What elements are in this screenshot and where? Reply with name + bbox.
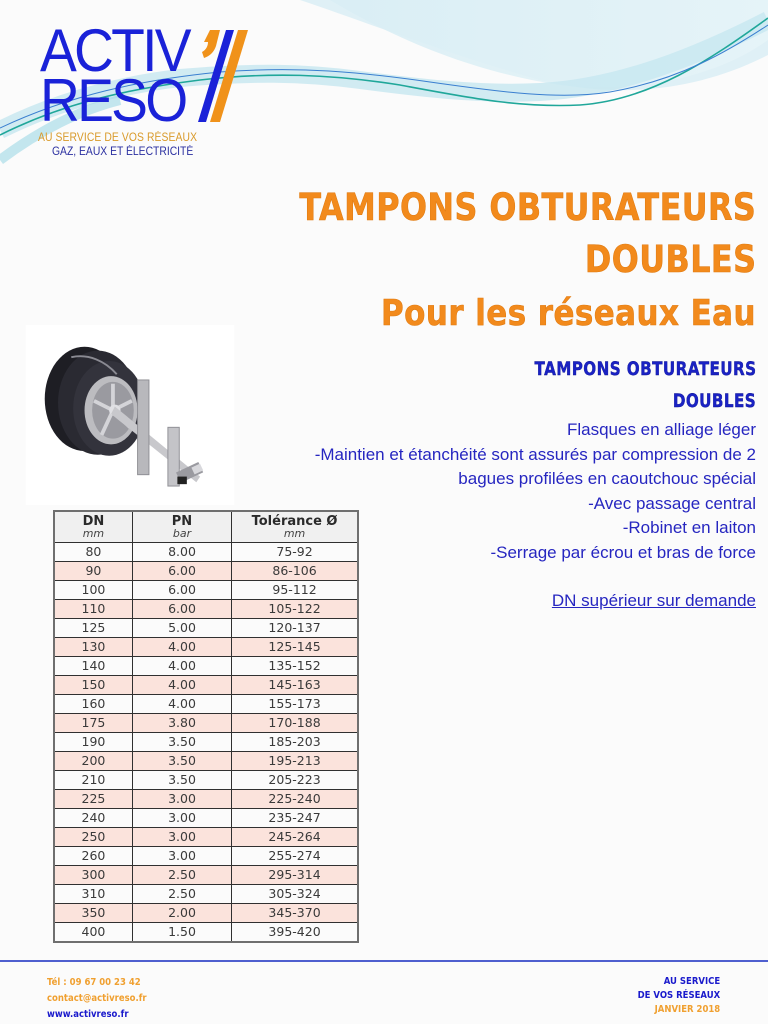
cell-pn: 8.00	[132, 543, 231, 562]
cell-dn: 210	[54, 771, 132, 790]
cell-dn: 100	[54, 581, 132, 600]
feature-line: -Robinet en laiton	[622, 518, 756, 537]
table-row	[54, 543, 358, 562]
table-row	[54, 619, 358, 638]
product-subheading-2: DOUBLES	[672, 390, 756, 412]
spec-table-container	[53, 510, 359, 943]
footer-slogan	[637, 975, 720, 1017]
footer-contact	[47, 975, 147, 1023]
cell-tolerance: 395-420	[232, 923, 358, 943]
logo-word-activ: ACTIV	[40, 17, 189, 84]
footer-email-link[interactable]: contact@activreso.fr	[47, 993, 147, 1004]
cell-dn: 190	[54, 733, 132, 752]
cell-dn: 80	[54, 543, 132, 562]
table-row	[54, 904, 358, 923]
product-features	[315, 418, 756, 614]
cell-pn: 3.50	[132, 752, 231, 771]
feature-line: bagues profilées en caoutchouc spécial	[458, 469, 756, 488]
page-title-line-1: TAMPONS OBTURATEURS	[299, 186, 756, 229]
table-row	[54, 638, 358, 657]
cell-pn: 3.00	[132, 828, 231, 847]
cell-dn: 260	[54, 847, 132, 866]
footer-slogan-line-1: AU SERVICE	[663, 976, 720, 987]
column-header-tolerance	[232, 511, 358, 543]
feature-line: -Serrage par écrou et bras de force	[490, 542, 756, 562]
cell-tolerance: 86-106	[232, 562, 358, 581]
cell-dn: 160	[54, 695, 132, 714]
column-header-unit: bar	[172, 527, 192, 540]
cell-tolerance: 245-264	[232, 828, 358, 847]
cell-pn: 1.50	[132, 923, 231, 943]
cell-pn: 3.50	[132, 771, 231, 790]
cell-dn: 130	[54, 638, 132, 657]
logo-word-reso: RESO	[40, 67, 186, 134]
cell-dn: 250	[54, 828, 132, 847]
cell-dn: 310	[54, 885, 132, 904]
column-header-unit: mm	[283, 527, 306, 540]
table-row	[54, 695, 358, 714]
cell-tolerance: 205-223	[232, 771, 358, 790]
footer-phone: Tél : 09 67 00 23 42	[47, 977, 141, 988]
cell-dn: 400	[54, 923, 132, 943]
cell-tolerance: 155-173	[232, 695, 358, 714]
cell-tolerance: 185-203	[232, 733, 358, 752]
footer-date: JANVIER 2018	[654, 1004, 720, 1015]
cell-tolerance: 125-145	[232, 638, 358, 657]
activreso-logo	[38, 17, 240, 170]
cell-pn: 3.50	[132, 733, 231, 752]
cell-pn: 4.00	[132, 657, 231, 676]
cell-tolerance: 145-163	[232, 676, 358, 695]
spec-table	[53, 510, 359, 943]
cell-tolerance: 195-213	[232, 752, 358, 771]
cell-tolerance: 305-324	[232, 885, 358, 904]
cell-dn: 200	[54, 752, 132, 771]
cell-tolerance: 225-240	[232, 790, 358, 809]
table-header-row	[54, 511, 358, 543]
cell-pn: 6.00	[132, 581, 231, 600]
cell-pn: 2.00	[132, 904, 231, 923]
cell-pn: 4.00	[132, 676, 231, 695]
table-row	[54, 847, 358, 866]
logo-tagline-1: AU SERVICE DE VOS RÉSEAUX	[38, 132, 198, 144]
cell-tolerance: 95-112	[232, 581, 358, 600]
cell-pn: 3.00	[132, 790, 231, 809]
cell-tolerance: 170-188	[232, 714, 358, 733]
cell-tolerance: 295-314	[232, 866, 358, 885]
page-title-line-2: DOUBLES	[584, 238, 756, 281]
cell-tolerance: 345-370	[232, 904, 358, 923]
table-row	[54, 828, 358, 847]
table-row	[54, 581, 358, 600]
table-row	[54, 752, 358, 771]
cell-pn: 2.50	[132, 885, 231, 904]
table-row	[54, 866, 358, 885]
feature-line: Flasques en alliage léger	[566, 420, 756, 439]
table-row	[54, 771, 358, 790]
logo-tagline-2: GAZ, EAUX ET ÉLECTRICITÉ	[52, 146, 194, 158]
cell-tolerance: 255-274	[232, 847, 358, 866]
product-subheading-1: TAMPONS OBTURATEURS	[534, 358, 756, 380]
cell-tolerance: 120-137	[232, 619, 358, 638]
cell-dn: 150	[54, 676, 132, 695]
table-row	[54, 809, 358, 828]
cell-tolerance: 235-247	[232, 809, 358, 828]
table-row	[54, 676, 358, 695]
cell-dn: 225	[54, 790, 132, 809]
table-row	[54, 733, 358, 752]
footer-website-link[interactable]: www.activreso.fr	[47, 1009, 129, 1020]
column-header-unit: mm	[82, 527, 105, 540]
table-row	[54, 885, 358, 904]
table-row	[54, 562, 358, 581]
footer-slogan-line-2: DE VOS RÉSEAUX	[637, 990, 720, 1001]
cell-pn: 3.00	[132, 809, 231, 828]
cell-tolerance: 135-152	[232, 657, 358, 676]
cell-dn: 110	[54, 600, 132, 619]
product-image	[25, 325, 235, 505]
cell-dn: 125	[54, 619, 132, 638]
column-header-pn	[132, 511, 231, 543]
cell-tolerance: 105-122	[232, 600, 358, 619]
cell-pn: 2.50	[132, 866, 231, 885]
cell-dn: 140	[54, 657, 132, 676]
cell-dn: 350	[54, 904, 132, 923]
spec-table-body	[54, 543, 358, 943]
table-row	[54, 600, 358, 619]
table-row	[54, 657, 358, 676]
cell-pn: 4.00	[132, 695, 231, 714]
larger-dn-on-request-link[interactable]: DN supérieur sur demande	[551, 591, 756, 610]
table-row	[54, 790, 358, 809]
cell-tolerance: 75-92	[232, 543, 358, 562]
cell-pn: 4.00	[132, 638, 231, 657]
logo-slash-icon	[188, 30, 248, 130]
cell-dn: 175	[54, 714, 132, 733]
table-row	[54, 923, 358, 943]
feature-line: -Avec passage central	[588, 493, 756, 513]
footer-divider	[0, 960, 768, 962]
cell-pn: 3.80	[132, 714, 231, 733]
cell-pn: 5.00	[132, 619, 231, 638]
cell-pn: 6.00	[132, 600, 231, 619]
column-header-label: PN	[171, 514, 193, 529]
column-header-dn	[54, 511, 132, 543]
cell-pn: 6.00	[132, 562, 231, 581]
column-header-label: DN	[82, 514, 105, 529]
cell-dn: 90	[54, 562, 132, 581]
table-row	[54, 714, 358, 733]
cell-dn: 240	[54, 809, 132, 828]
column-header-label: Tolérance Ø	[251, 514, 338, 529]
feature-line: -Maintien et étanchéité sont assurés par compression de 2	[314, 444, 756, 464]
page-title-line-3: Pour les réseaux Eau	[381, 293, 756, 334]
cell-dn: 300	[54, 866, 132, 885]
cell-pn: 3.00	[132, 847, 231, 866]
